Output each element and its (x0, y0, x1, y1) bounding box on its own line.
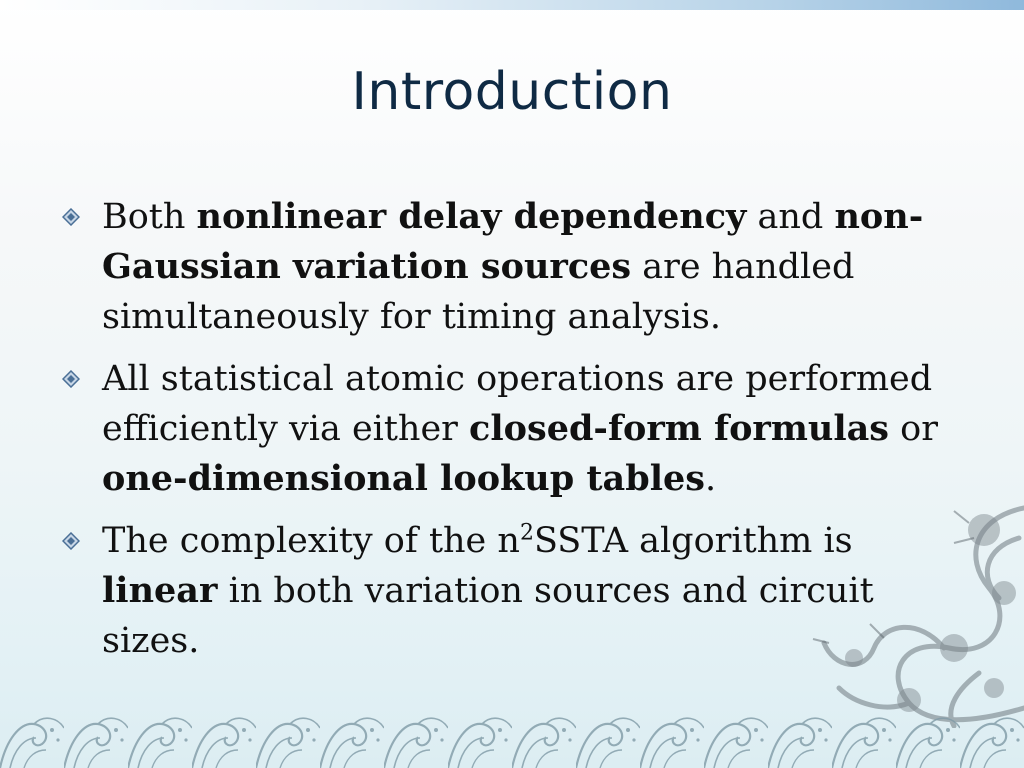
diamond-bullet-icon (62, 532, 80, 550)
bullet-item (62, 192, 962, 342)
bullet-item (62, 354, 962, 504)
diamond-bullet-icon (62, 370, 80, 388)
dragon-ornament (734, 498, 1024, 728)
bullet-text: Both nonlinear delay dependency and non-Gaussian variation sources are handled simultaneously for timing analysis. (102, 196, 924, 337)
slide-title: Introduction (351, 62, 673, 122)
diamond-bullet-icon (62, 208, 80, 226)
bullet-text: The complexity of the $n^2SSTA$ algorithm is linear in both variation sources and circuit sizes. (102, 520, 874, 661)
top-accent-bar (0, 0, 1024, 10)
wave-border (0, 710, 1024, 768)
bullet-text: All statistical atomic operations are performed efficiently via either closed-form formulas or one-dimensional lookup tables. (102, 359, 938, 499)
